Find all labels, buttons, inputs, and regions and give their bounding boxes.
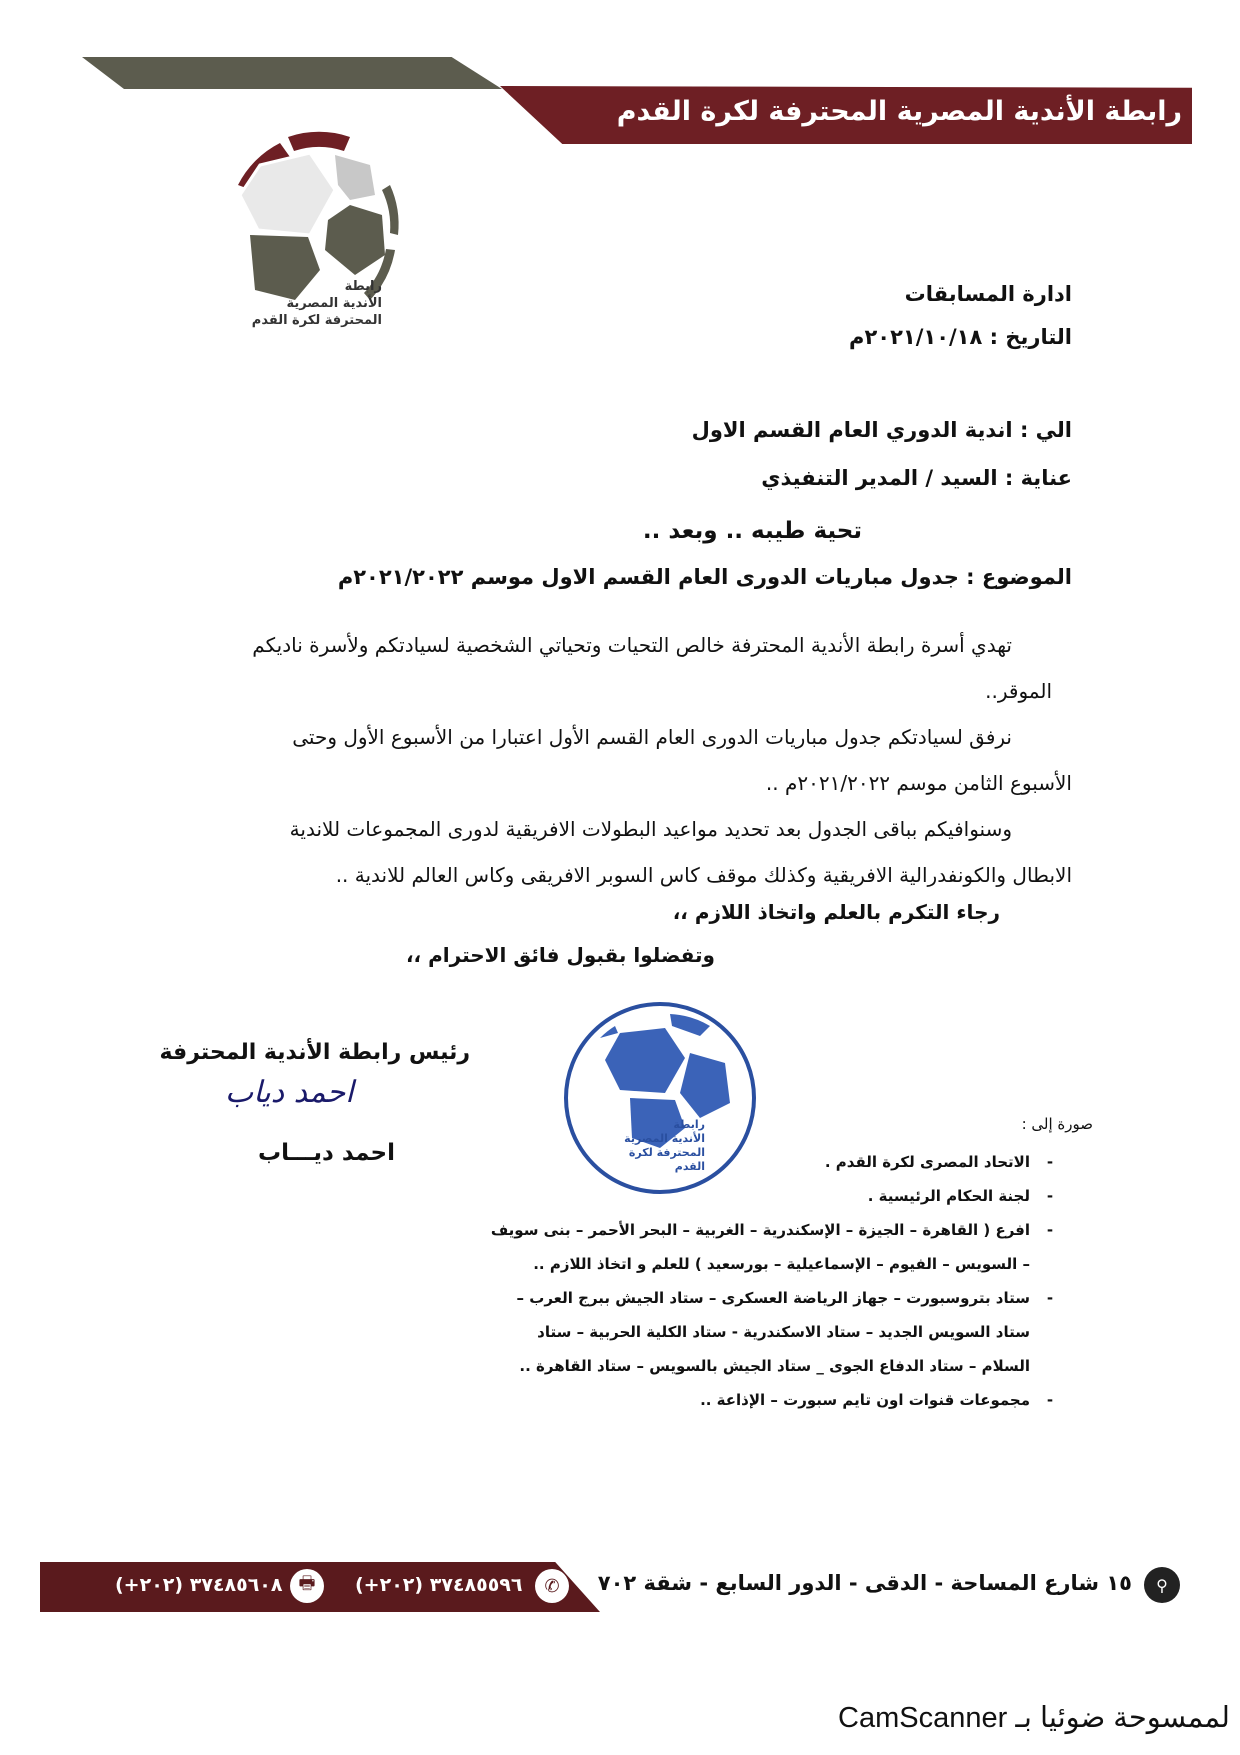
subject-line	[338, 565, 1072, 589]
date-line	[849, 325, 1072, 349]
org-name-title: رابطة الأندية المصرية المحترفة لكرة القدم	[616, 96, 1182, 127]
fax-number: (+٢٠٢) ٣٧٤٨٥٦٠٨	[115, 1574, 283, 1596]
body-text	[150, 622, 1072, 898]
location-pin-icon: ⚲	[1144, 1567, 1180, 1603]
handwritten-signature: احمد دياب	[225, 1075, 354, 1110]
closing-respect: وتفضلوا بقبول فائق الاحترام ،،	[405, 943, 715, 967]
attention-line	[761, 466, 1072, 490]
fax-printer-icon: 🖶	[290, 1569, 324, 1603]
greeting: تحية طيبه .. وبعد ..	[642, 518, 862, 544]
recipient-label: الي :	[1019, 418, 1072, 442]
signatory-name: احمد ديـــاب	[258, 1140, 395, 1166]
logo-caption-line: الأندية المصرية	[286, 296, 382, 311]
cc-item: -ستاد بتروسبورت – جهاز الرياضة العسكرى – ستاد الجيش ببرج العرب –	[516, 1289, 1054, 1307]
cc-item: -لجنة الحكام الرئيسية .	[867, 1187, 1054, 1205]
cc-item-continued: السلام – ستاد الدفاع الجوى _ ستاد الجيش بالسويس – ستاد القاهرة ..	[519, 1357, 1030, 1375]
paragraph-2-line-1: نرفق لسيادتكم جدول مباريات الدورى العام القسم الأول اعتبارا من الأسبوع الأول وحتى	[292, 725, 1012, 749]
logo-caption-line: المحترفة لكرة القدم	[251, 313, 382, 328]
cc-item-continued: ستاد السويس الجديد – ستاد الاسكندرية - ستاد الكلية الحربية – ستاد	[537, 1323, 1030, 1341]
cc-item: -الاتحاد المصرى لكرة القدم .	[824, 1153, 1054, 1171]
logo-caption-line: رابطة	[344, 279, 382, 294]
paragraph-3-line-2: الابطال والكونفدرالية الافريقية وكذلك موقف كاس السوبر الافريقى وكاس العالم للاندية ..	[335, 863, 1072, 887]
stamp-text-line: المحترفة لكرة القدم	[628, 1146, 705, 1173]
camscanner-watermark: لممسوحة ضوئيا بـ CamScanner	[838, 1702, 1230, 1734]
stamp-text-line: الأندية المصرية	[624, 1132, 705, 1145]
cc-item-continued: – السويس – الفيوم – الإسماعيلية – بورسعيد ) للعلم و اتخاذ اللازم ..	[533, 1255, 1030, 1273]
office-address: ١٥ شارع المساحة - الدقى - الدور السابع - شقة ٧٠٢	[597, 1571, 1132, 1595]
recipient-line	[692, 418, 1072, 442]
paragraph-1-line-1: تهدي أسرة رابطة الأندية المحترفة خالص التحيات وتحياتي الشخصية لسيادتكم ولأسرة ناديكم	[252, 633, 1012, 657]
logo-caption	[232, 278, 382, 329]
closing-request: رجاء التكرم بالعلم واتخاذ اللازم ،،	[672, 900, 1000, 924]
stamp-text-line: رابطة	[673, 1118, 705, 1131]
cc-item: -مجموعات قنوات اون تايم سبورت – الإذاعة ..	[700, 1391, 1054, 1409]
cc-label: صورة إلى :	[1021, 1115, 1093, 1133]
phone-icon: ✆	[535, 1569, 569, 1603]
paragraph-3-line-1: وسنوافيكم بباقى الجدول بعد تحديد مواعيد البطولات الافريقية لدورى المجموعات للاندية	[289, 817, 1012, 841]
attention-value: السيد / المدير التنفيذي	[761, 466, 998, 490]
subject-value: جدول مباريات الدورى العام القسم الاول موسم ٢٠٢١/٢٠٢٢م	[337, 565, 959, 589]
subject-label: الموضوع :	[966, 565, 1072, 589]
header-gray-band	[82, 57, 502, 89]
date-value: ٢٠٢١/١٠/١٨م	[849, 325, 983, 349]
paragraph-1-line-2: الموقر..	[985, 679, 1052, 703]
cc-item: -افرع ( القاهرة – الجيزة – الإسكندرية – الغربية – البحر الأحمر – بنى سويف	[490, 1221, 1054, 1239]
cc-list	[480, 1145, 1070, 1417]
attention-label: عناية :	[1004, 466, 1072, 490]
signatory-title: رئيس رابطة الأندية المحترفة	[159, 1040, 470, 1065]
phone-number: (+٢٠٢) ٣٧٤٨٥٥٩٦	[355, 1574, 523, 1596]
date-label: التاريخ :	[989, 325, 1072, 349]
department: ادارة المسابقات	[904, 282, 1072, 306]
recipient-value: اندية الدوري العام القسم الاول	[691, 418, 1013, 442]
paragraph-2-line-2: الأسبوع الثامن موسم ٢٠٢١/٢٠٢٢م ..	[765, 771, 1072, 795]
